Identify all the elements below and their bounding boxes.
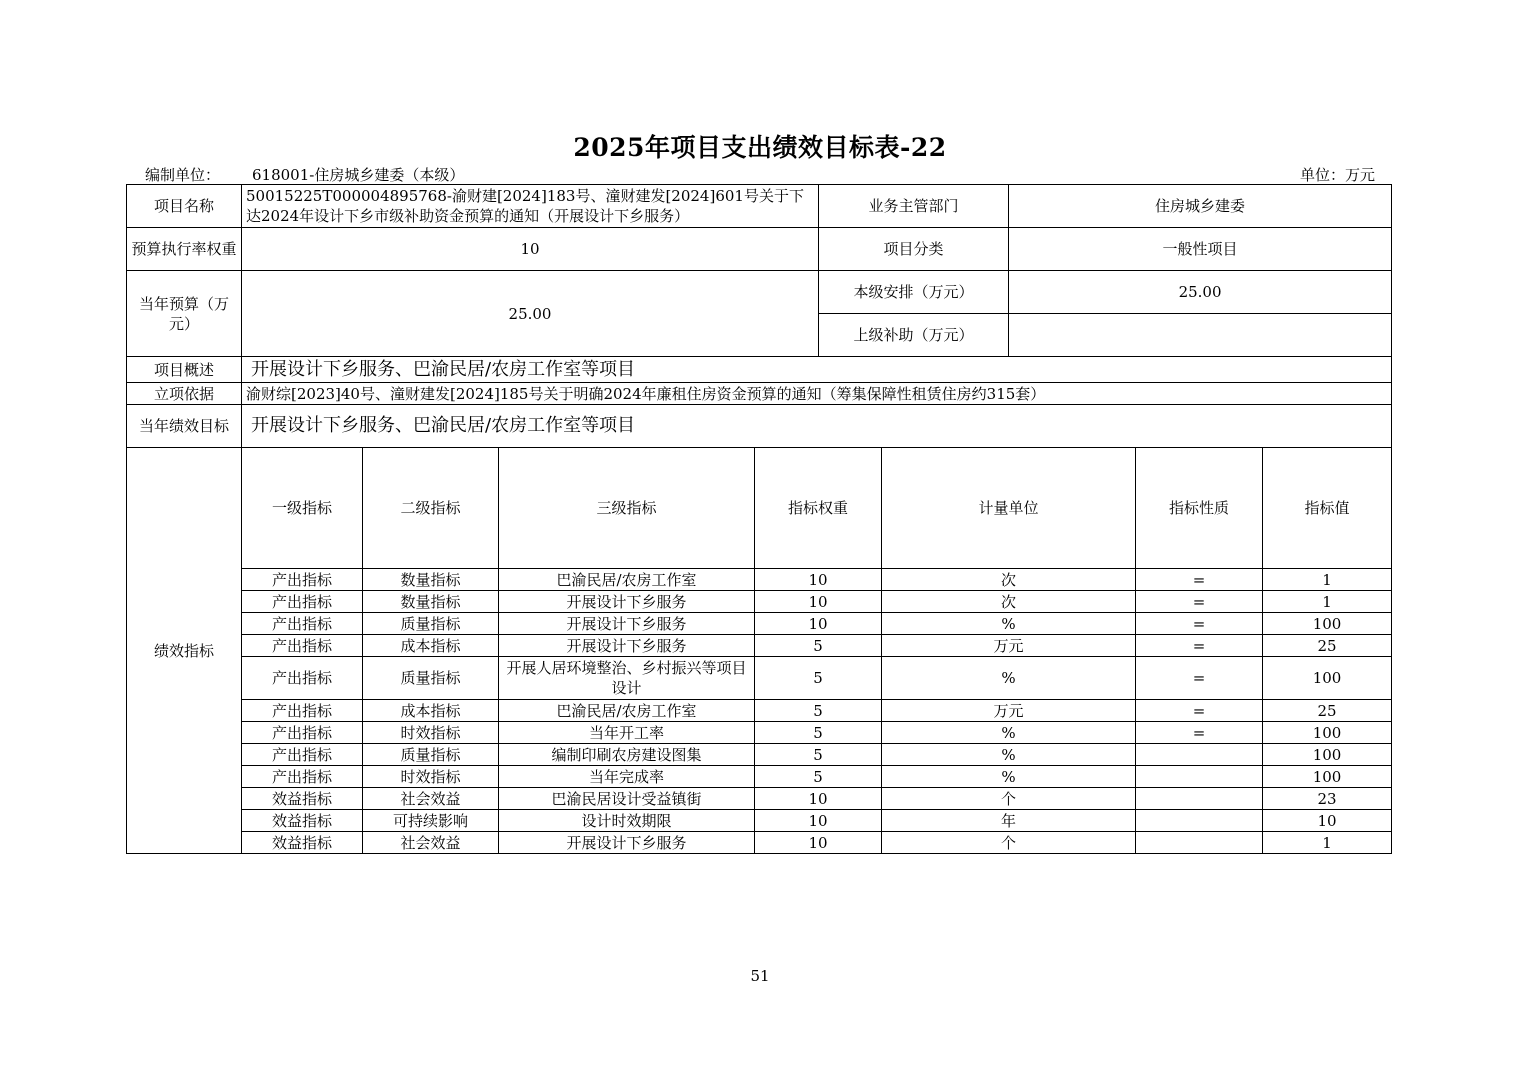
indicator-cell: 万元 [882,635,1136,657]
indicator-cell: 当年完成率 [499,766,755,788]
indicator-cell: 数量指标 [363,569,499,591]
exec-rate-value: 10 [242,228,819,271]
indicator-cell: 个 [882,788,1136,810]
indicator-cell: 个 [882,832,1136,854]
indicator-header: 指标值 [1263,448,1392,569]
indicator-cell: 产出指标 [242,635,363,657]
indicator-cell: 可持续影响 [363,810,499,832]
indicator-cell: = [1136,569,1263,591]
summary-label: 项目概述 [127,357,242,383]
indicator-header: 指标权重 [755,448,882,569]
indicator-row [127,591,1392,613]
org-value: 618001-住房城乡建委（本级） [252,166,465,184]
indicator-cell: 产出指标 [242,613,363,635]
indicator-cell: 开展设计下乡服务 [499,635,755,657]
basis-value: 渝财综[2023]40号、潼财建发[2024]185号关于明确2024年廉租住房资金预算的通知（筹集保障性租赁住房约315套） [242,383,1392,405]
indicator-cell: 开展设计下乡服务 [499,832,755,854]
indicator-cell: 5 [755,657,882,700]
indicator-cell: 产出指标 [242,766,363,788]
basis-label: 立项依据 [127,383,242,405]
indicator-cell: 100 [1263,766,1392,788]
indicator-cell: 效益指标 [242,788,363,810]
indicator-cell: 1 [1263,591,1392,613]
exec-rate-label: 预算执行率权重 [127,228,242,271]
indicator-cell: 编制印刷农房建设图集 [499,744,755,766]
indicator-row [127,832,1392,854]
local-label: 本级安排（万元） [819,271,1009,314]
indicator-row [127,810,1392,832]
indicator-cell: 成本指标 [363,635,499,657]
category-label: 项目分类 [819,228,1009,271]
indicator-cell: 10 [755,569,882,591]
page-number: 51 [750,967,770,985]
indicator-row [127,722,1392,744]
indicator-cell: 时效指标 [363,766,499,788]
indicator-cell: 10 [755,788,882,810]
indicator-cell: = [1136,613,1263,635]
indicator-cell: = [1136,635,1263,657]
indicator-cell: 效益指标 [242,810,363,832]
indicator-cell [1136,832,1263,854]
unit-label: 单位：万元 [1300,166,1376,184]
indicator-cell: 万元 [882,700,1136,722]
local-value: 25.00 [1009,271,1392,314]
indicator-cell: 年 [882,810,1136,832]
goal-label: 当年绩效目标 [127,405,242,448]
indicator-cell: 开展人居环境整治、乡村振兴等项目设计 [499,657,755,700]
indicator-cell: 1 [1263,832,1392,854]
indicator-cell: 100 [1263,722,1392,744]
indicator-cell: 产出指标 [242,569,363,591]
indicator-cell [1136,788,1263,810]
indicator-cell: 100 [1263,744,1392,766]
upper-label: 上级补助（万元） [819,314,1009,357]
indicator-cell: 10 [755,613,882,635]
indicator-cell: 产出指标 [242,657,363,700]
indicator-cell: % [882,657,1136,700]
indicator-cell: 质量指标 [363,744,499,766]
indicator-row [127,788,1392,810]
indicator-cell: 5 [755,722,882,744]
indicator-cell: 成本指标 [363,700,499,722]
org-label: 编制单位： [145,166,221,184]
indicator-cell: 巴渝民居/农房工作室 [499,569,755,591]
goal-value: 开展设计下乡服务、巴渝民居/农房工作室等项目 [242,405,1392,448]
indicator-header: 计量单位 [882,448,1136,569]
performance-table [126,184,1392,854]
dept-label: 业务主管部门 [819,185,1009,228]
indicator-cell: = [1136,722,1263,744]
indicator-cell: 巴渝民居/农房工作室 [499,700,755,722]
indicator-cell: 25 [1263,700,1392,722]
indicators-label: 绩效指标 [127,448,242,854]
summary-value: 开展设计下乡服务、巴渝民居/农房工作室等项目 [242,357,1392,383]
budget-label: 当年预算（万元） [127,271,242,357]
indicator-cell: 质量指标 [363,613,499,635]
category-value: 一般性项目 [1009,228,1392,271]
indicator-row [127,635,1392,657]
indicator-cell: % [882,613,1136,635]
indicator-cell: 产出指标 [242,722,363,744]
indicator-row [127,569,1392,591]
indicator-cell: 数量指标 [363,591,499,613]
indicator-row [127,700,1392,722]
indicator-row [127,744,1392,766]
indicator-cell: = [1136,591,1263,613]
indicator-cell: 10 [755,832,882,854]
indicator-cell: 产出指标 [242,591,363,613]
indicator-cell: % [882,722,1136,744]
indicator-cell: 10 [755,591,882,613]
indicator-row [127,657,1392,700]
indicator-cell: % [882,766,1136,788]
indicator-cell: 5 [755,766,882,788]
indicator-cell: 当年开工率 [499,722,755,744]
indicator-cell: 质量指标 [363,657,499,700]
indicator-cell: 产出指标 [242,700,363,722]
indicator-cell: 社会效益 [363,832,499,854]
indicator-cell: 23 [1263,788,1392,810]
upper-value [1009,314,1392,357]
dept-value: 住房城乡建委 [1009,185,1392,228]
page-title: 2025年项目支出绩效目标表-22 [573,133,947,162]
indicator-cell: 设计时效期限 [499,810,755,832]
indicator-cell: 开展设计下乡服务 [499,613,755,635]
indicator-cell: 巴渝民居设计受益镇街 [499,788,755,810]
indicator-cell: 5 [755,744,882,766]
indicator-header: 二级指标 [363,448,499,569]
indicator-cell: 25 [1263,635,1392,657]
indicator-cell [1136,744,1263,766]
indicator-cell: 产出指标 [242,744,363,766]
indicator-cell: 1 [1263,569,1392,591]
budget-value: 25.00 [242,271,819,357]
indicator-cell: = [1136,657,1263,700]
indicator-cell: = [1136,700,1263,722]
indicator-cell: 10 [755,810,882,832]
indicator-cell: % [882,744,1136,766]
indicator-header: 三级指标 [499,448,755,569]
indicator-cell [1136,810,1263,832]
indicator-cell: 5 [755,700,882,722]
indicator-cell: 100 [1263,657,1392,700]
project-name-value: 50015225T000004895768-渝财建[2024]183号、潼财建发[2024]601号关于下达2024年设计下乡市级补助资金预算的通知（开展设计下乡服务） [242,185,819,228]
indicator-cell: 开展设计下乡服务 [499,591,755,613]
indicator-row [127,613,1392,635]
indicator-header: 一级指标 [242,448,363,569]
indicator-cell: 效益指标 [242,832,363,854]
indicator-cell: 10 [1263,810,1392,832]
indicator-cell: 次 [882,569,1136,591]
indicator-row [127,766,1392,788]
project-name-label: 项目名称 [127,185,242,228]
indicator-cell: 时效指标 [363,722,499,744]
indicator-cell: 社会效益 [363,788,499,810]
indicator-header: 指标性质 [1136,448,1263,569]
indicator-cell: 5 [755,635,882,657]
indicator-cell: 100 [1263,613,1392,635]
indicator-cell: 次 [882,591,1136,613]
indicator-cell [1136,766,1263,788]
